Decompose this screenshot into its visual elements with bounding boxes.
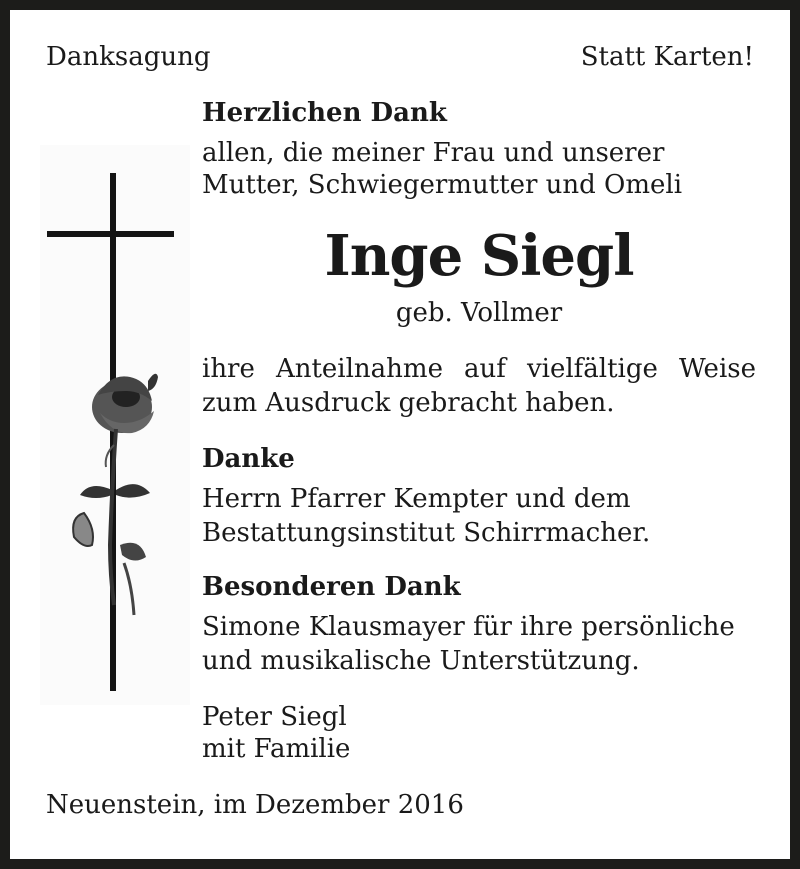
special-thanks-heading: Besonderen Dank	[202, 572, 461, 602]
sympathy-line-2: zum Ausdruck gebracht haben.	[202, 388, 615, 418]
thanks-heading: Danke	[202, 444, 295, 474]
intro-line-1: allen, die meiner Frau und unserer	[202, 138, 665, 168]
special-thanks-line-2: und musikalische Unterstützung.	[202, 646, 640, 676]
maiden-name: geb. Vollmer	[395, 298, 563, 328]
obituary-notice	[10, 10, 790, 859]
signature-family: mit Familie	[202, 734, 351, 764]
signature-name: Peter Siegl	[202, 702, 347, 732]
intro-heading: Herzlichen Dank	[202, 98, 447, 128]
sympathy-line-1: ihre Anteilnahme auf vielfältige Weise	[202, 354, 756, 384]
notice-subtitle: Statt Karten!	[580, 42, 754, 72]
thanks-line-1: Herrn Pfarrer Kempter und dem	[202, 484, 631, 514]
intro-line-2: Mutter, Schwiegermutter und Omeli	[202, 170, 683, 200]
place-and-date: Neuenstein, im Dezember 2016	[46, 790, 464, 820]
thanks-line-2: Bestattungsinstitut Schirrmacher.	[202, 518, 651, 548]
cross-with-rose-icon	[40, 145, 190, 705]
special-thanks-line-1: Simone Klausmayer für ihre persönliche	[202, 612, 735, 642]
notice-type-label: Danksagung	[46, 42, 211, 72]
deceased-name: Inge Siegl	[324, 223, 634, 289]
